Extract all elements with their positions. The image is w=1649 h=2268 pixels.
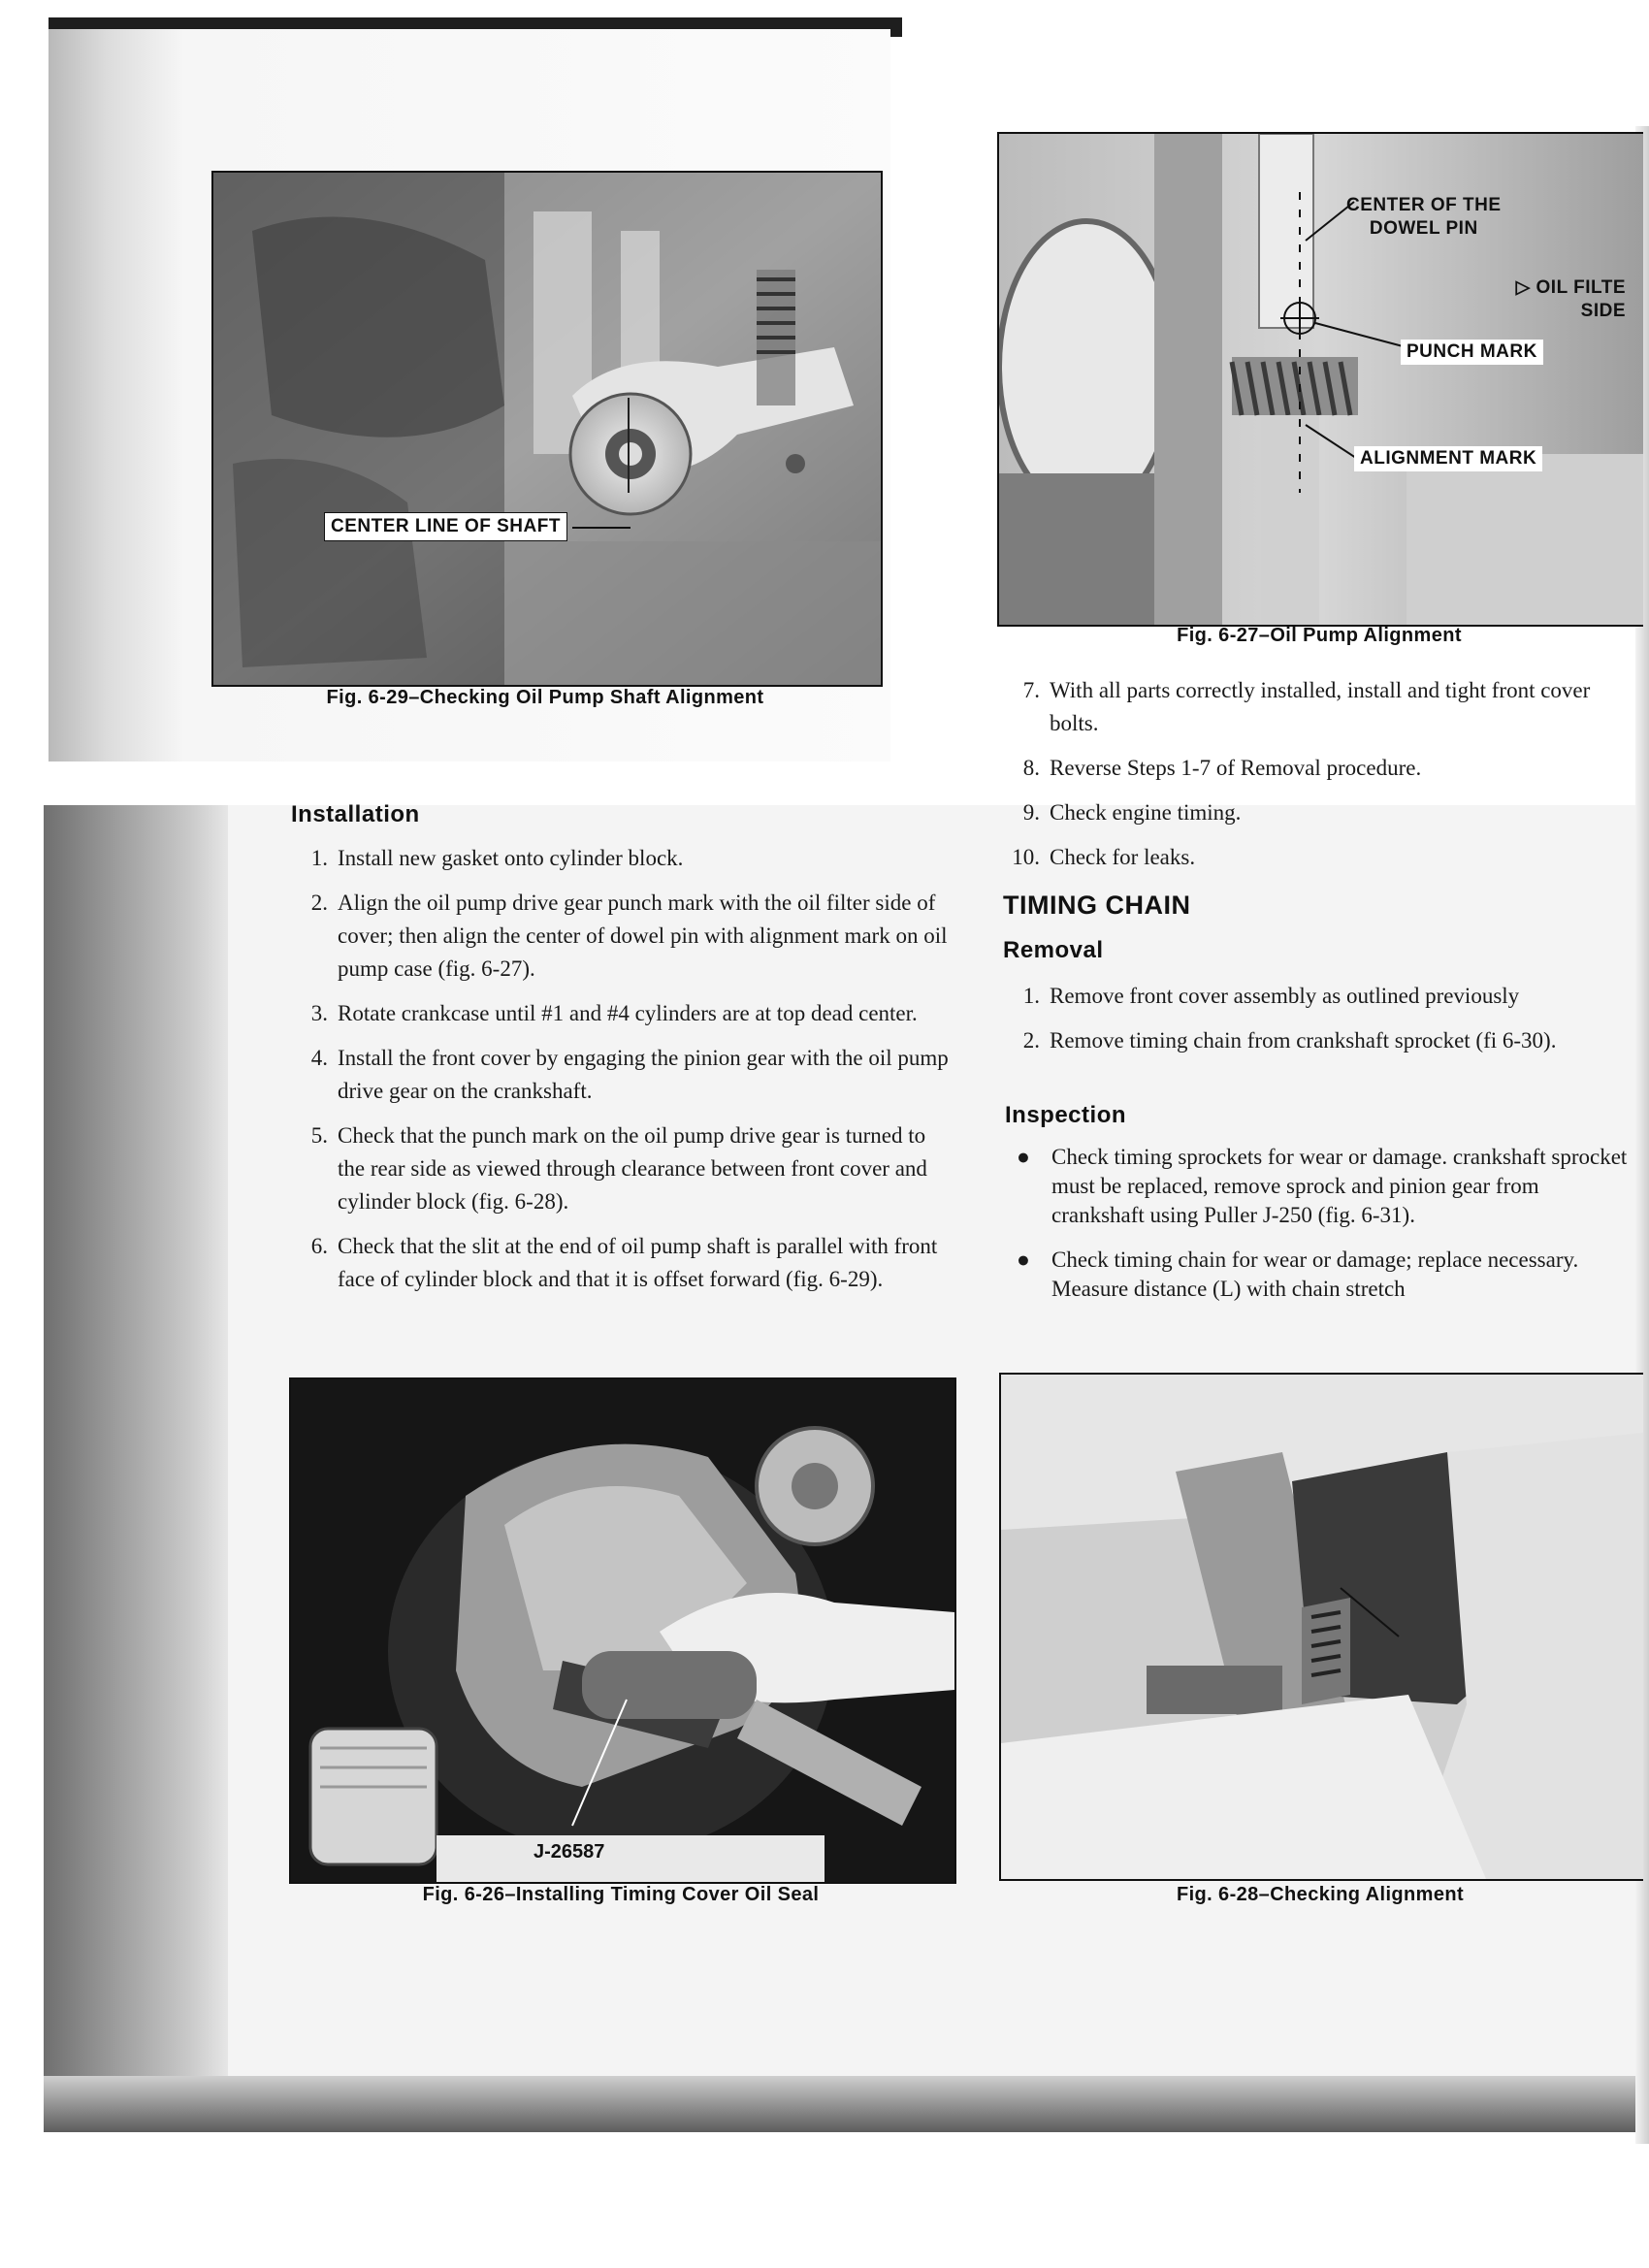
alignment-mark-callout: ALIGNMENT MARK: [1354, 446, 1542, 471]
continued-step: [1003, 752, 1633, 785]
inspection-items: [1003, 1143, 1633, 1319]
figure-629-caption: Fig. 6-29–Checking Oil Pump Shaft Alignment: [326, 687, 764, 708]
arrow-right-icon: ▷: [1515, 277, 1536, 298]
step-text: Remove timing chain from crankshaft sprocket (fi 6-30).: [1050, 1028, 1557, 1053]
installation-step: [291, 997, 955, 1030]
step-text: Check that the slit at the end of oil pump shaft is parallel with front face of cylinder block and that it is offset forward (fig. 6-29).: [338, 1234, 938, 1291]
removal-step: [1003, 980, 1633, 1013]
figure-628-caption: Fig. 6-28–Checking Alignment: [1176, 1884, 1465, 1905]
bullet-icon: ●: [1017, 1145, 1030, 1169]
step-text: Install new gasket onto cylinder block.: [338, 846, 684, 870]
scan-bottom-shadow: [44, 2076, 1649, 2132]
item-text: Check timing chain for wear or damage; replace necessary. Measure distance (L) with chain stretch: [1051, 1247, 1579, 1301]
installation-step: [291, 1230, 955, 1296]
step-text: Remove front cover assembly as outlined previously: [1050, 984, 1520, 1008]
figure-629-photo: [211, 171, 883, 687]
step-number: 8.: [1022, 756, 1040, 780]
removal-steps: [1003, 980, 1633, 1069]
center-line-of-shaft-callout: CENTER LINE OF SHAFT: [324, 512, 567, 541]
callout-leader-line: [572, 527, 630, 529]
step-number: 3.: [310, 1001, 328, 1025]
timing-chain-heading: TIMING CHAIN: [1003, 891, 1191, 920]
step-text: Check engine timing.: [1050, 800, 1242, 825]
continued-steps: [1003, 674, 1633, 886]
installation-step: [291, 1119, 955, 1218]
step-text: Check that the punch mark on the oil pump drive gear is turned to the rear side as viewed through clearance between front cover and cylinder block (fig. 6-28).: [338, 1123, 927, 1214]
item-text: Check timing sprockets for wear or damage. crankshaft sprocket must be replaced, remove sprock and pinion gear from crankshaft using Puller J-250 (fig. 6-31).: [1051, 1145, 1628, 1227]
punch-mark-callout: PUNCH MARK: [1401, 340, 1543, 365]
tool-number-label: J-26587: [534, 1841, 605, 1863]
installation-step: [291, 1042, 955, 1108]
callout-line-2: DOWEL PIN: [1369, 217, 1478, 239]
step-number: 2.: [1022, 1028, 1040, 1053]
figure-627-caption: Fig. 6-27–Oil Pump Alignment: [1177, 625, 1462, 646]
continued-step: [1003, 796, 1633, 829]
step-text: Check for leaks.: [1050, 845, 1196, 869]
installation-heading: Installation: [291, 801, 420, 827]
step-number: 5.: [310, 1123, 328, 1148]
removal-step: [1003, 1024, 1633, 1057]
oil-filter-side-callout: [1484, 276, 1626, 323]
step-number: 4.: [310, 1046, 328, 1070]
step-text: Rotate crankcase until #1 and #4 cylinders are at top dead center.: [338, 1001, 918, 1025]
step-number: 10.: [1012, 845, 1040, 869]
engine-shaft-photo: [213, 173, 881, 685]
continued-step: [1003, 674, 1633, 740]
removal-heading: Removal: [1003, 937, 1104, 963]
oil-filter-line-2: SIDE: [1580, 300, 1626, 321]
oil-filter-line-1: [1484, 276, 1626, 300]
center-of-dowel-pin-callout: [1346, 194, 1502, 241]
installation-step: [291, 842, 955, 875]
step-text: Install the front cover by engaging the pinion gear with the oil pump drive gear on the crankshaft.: [338, 1046, 949, 1103]
continued-step: [1003, 841, 1633, 874]
alignment-check-photo: [1001, 1375, 1643, 1879]
inspection-item: [1003, 1246, 1633, 1304]
figure-628-photo: [999, 1373, 1643, 1881]
oil-pump-photo: [999, 134, 1643, 625]
figure-626-caption: Fig. 6-26–Installing Timing Cover Oil Seal: [422, 1884, 820, 1905]
scan-binding-shadow: [44, 805, 228, 2131]
bullet-icon: ●: [1017, 1247, 1030, 1272]
step-number: 6.: [310, 1234, 328, 1258]
timing-cover-photo: [291, 1379, 954, 1882]
figure-627-photo: [997, 132, 1643, 627]
inspection-item: [1003, 1143, 1633, 1230]
installation-step: [291, 887, 955, 986]
inspection-heading: Inspection: [1005, 1102, 1127, 1128]
step-number: 7.: [1022, 678, 1040, 702]
step-number: 2.: [310, 891, 328, 915]
step-number: 1.: [1022, 984, 1040, 1008]
oil-filter-text: OIL FILTE: [1536, 277, 1626, 298]
step-text: With all parts correctly installed, install and tight front cover bolts.: [1050, 678, 1591, 735]
callout-line-1: CENTER OF THE: [1346, 195, 1502, 215]
step-number: 9.: [1022, 800, 1040, 825]
step-number: 1.: [310, 846, 328, 870]
step-text: Align the oil pump drive gear punch mark with the oil filter side of cover; then align the center of dowel pin with alignment mark on oil pump case (fig. 6-27).: [338, 891, 948, 981]
figure-626-photo: [289, 1377, 956, 1884]
installation-steps: [291, 842, 955, 1308]
step-text: Reverse Steps 1-7 of Removal procedure.: [1050, 756, 1422, 780]
